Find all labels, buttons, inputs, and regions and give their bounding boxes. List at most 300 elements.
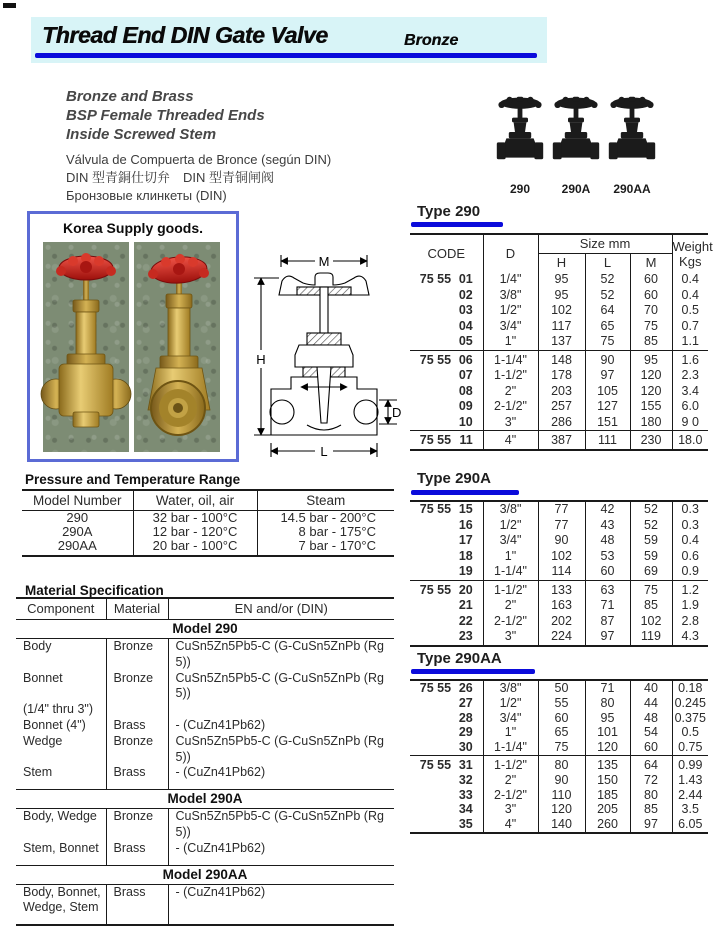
- h-cell: 75: [538, 740, 585, 755]
- d-cell: 4": [483, 431, 538, 450]
- weight-cell: 6.05: [672, 817, 708, 833]
- size-row: [410, 680, 708, 696]
- code-suffix: 03: [458, 303, 473, 317]
- en-cell: - (CuZn41Pb62): [168, 841, 394, 865]
- type290a-underline: [411, 490, 519, 495]
- l-cell: 87: [585, 614, 630, 630]
- m-cell: 44: [630, 696, 672, 711]
- spec-band-290aa: [16, 865, 394, 884]
- material-cell: Bronze: [106, 734, 168, 766]
- weight-cell: 1.9: [672, 598, 708, 614]
- code-suffix: 30: [458, 740, 473, 755]
- material-cell: Brass: [106, 841, 168, 865]
- code-cell: [410, 319, 483, 335]
- weight-cell: 3.5: [672, 802, 708, 817]
- weight-cell: 0.18: [672, 680, 708, 696]
- intro-bold-lines: [66, 87, 331, 144]
- h-cell: 257: [538, 399, 585, 415]
- intro-line: Bronze and Brass: [66, 88, 194, 105]
- code-cell: [410, 680, 483, 696]
- intro-line: DIN 型青銅仕切弁 DIN 型青铜闸阀: [66, 170, 275, 185]
- h-cell: 65: [538, 725, 585, 740]
- m-cell: 85: [630, 598, 672, 614]
- page-subtitle: Bronze: [404, 32, 459, 49]
- l-cell: 60: [585, 564, 630, 580]
- l-cell: 52: [585, 288, 630, 304]
- weight-cell: 0.9: [672, 564, 708, 580]
- l-cell: 150: [585, 773, 630, 788]
- type290aa-table: [410, 679, 708, 834]
- en-cell: - (CuZn41Pb62): [168, 765, 394, 789]
- h-cell: 120: [538, 802, 585, 817]
- code-cell: [410, 725, 483, 740]
- weight-cell: 0.5: [672, 303, 708, 319]
- code-cell: [410, 549, 483, 565]
- m-cell: 180: [630, 415, 672, 431]
- weight-cell: 0.5: [672, 725, 708, 740]
- water-cell: 12 bar - 120°C: [133, 525, 257, 539]
- valve-photo-angled: [134, 242, 220, 452]
- l-cell: 43: [585, 518, 630, 534]
- l-cell: 97: [585, 629, 630, 646]
- m-cell: 120: [630, 368, 672, 384]
- size-row: [410, 501, 708, 518]
- h-cell: 95: [538, 272, 585, 288]
- h-cell: 117: [538, 319, 585, 335]
- valve-thumbnail: [550, 93, 602, 196]
- m-cell: 54: [630, 725, 672, 740]
- l-cell: 53: [585, 549, 630, 565]
- code-suffix: 07: [458, 368, 473, 382]
- intro-plain-lines: [66, 151, 331, 205]
- size-row: [410, 334, 708, 350]
- water-cell: 32 bar - 100°C: [133, 511, 257, 525]
- l-cell: 105: [585, 384, 630, 400]
- h-cell: 178: [538, 368, 585, 384]
- size-row: [410, 788, 708, 803]
- h-cell: 110: [538, 788, 585, 803]
- page-header-banner: [31, 17, 547, 63]
- type290-table-body: [410, 272, 708, 450]
- size-row: [410, 518, 708, 534]
- code-cell: [410, 384, 483, 400]
- h-cell: 77: [538, 518, 585, 534]
- col-steam: Steam: [257, 490, 394, 511]
- pt-table-header: [22, 490, 394, 511]
- size-row: [410, 368, 708, 384]
- type290-table-header: [410, 234, 713, 272]
- weight-cell: 1.1: [672, 334, 708, 350]
- m-cell: 70: [630, 303, 672, 319]
- size-row: [410, 384, 708, 400]
- l-cell: 95: [585, 711, 630, 726]
- size-row: [410, 549, 708, 565]
- code-cell: [410, 288, 483, 304]
- weight-cell: 1.6: [672, 350, 708, 368]
- d-cell: 1-1/4": [483, 740, 538, 755]
- type290a-heading: Type 290A: [417, 470, 491, 487]
- intro-text: [66, 87, 331, 205]
- d-cell: 1/4": [483, 272, 538, 288]
- weight-cell: 0.7: [672, 319, 708, 335]
- code-suffix: 23: [458, 629, 473, 643]
- size-row: [410, 598, 708, 614]
- l-cell: 63: [585, 580, 630, 598]
- spec-row: [16, 734, 394, 766]
- size-row: [410, 350, 708, 368]
- m-cell: 230: [630, 431, 672, 450]
- code-suffix: 10: [458, 414, 473, 429]
- code-suffix: 15: [458, 502, 473, 516]
- h-cell: 133: [538, 580, 585, 598]
- d-cell: 1/2": [483, 303, 538, 319]
- component-cell: Body, Wedge: [16, 809, 106, 841]
- col-model-number: Model Number: [22, 490, 133, 511]
- col-component: Component: [16, 598, 106, 620]
- code-cell: [410, 334, 483, 350]
- code-cell: [410, 272, 483, 288]
- h-cell: 102: [538, 303, 585, 319]
- pt-heading: Pressure and Temperature Range: [25, 472, 241, 487]
- code-cell: [410, 614, 483, 630]
- model-cell: 290AA: [22, 539, 133, 557]
- intro-line: Inside Screwed Stem: [66, 126, 217, 143]
- h-cell: 387: [538, 431, 585, 450]
- m-cell: 64: [630, 755, 672, 772]
- m-cell: 119: [630, 629, 672, 646]
- d-cell: 1-1/4": [483, 350, 538, 368]
- size-row: [410, 696, 708, 711]
- m-cell: 72: [630, 773, 672, 788]
- code-suffix: 33: [458, 787, 473, 802]
- component-cell: Wedge, Stem: [16, 900, 106, 925]
- code-cell: [410, 629, 483, 646]
- d-cell: 1": [483, 549, 538, 565]
- d-cell: 3/4": [483, 711, 538, 726]
- code-cell: [410, 501, 483, 518]
- l-cell: 71: [585, 680, 630, 696]
- size-row: [410, 564, 708, 580]
- d-cell: 3/8": [483, 288, 538, 304]
- weight-cell: 2.8: [672, 614, 708, 630]
- code-cell: [410, 802, 483, 817]
- d-cell: 2": [483, 384, 538, 400]
- code-cell: [410, 696, 483, 711]
- code-suffix: 21: [458, 598, 473, 612]
- m-cell: 48: [630, 711, 672, 726]
- dim-label-m: M: [318, 254, 330, 269]
- gate-valve-icon: [608, 93, 656, 179]
- h-cell: 50: [538, 680, 585, 696]
- l-cell: 48: [585, 533, 630, 549]
- d-cell: 3": [483, 415, 538, 431]
- page-title: Thread End DIN Gate Valve: [42, 22, 328, 48]
- code-cell: [410, 755, 483, 772]
- thumbnail-label: 290: [509, 182, 531, 196]
- code-cell: [410, 740, 483, 755]
- component-cell: Wedge: [16, 734, 106, 766]
- photo-box: [27, 211, 239, 462]
- spec-band-290a: [16, 790, 394, 809]
- spec-row: [16, 765, 394, 789]
- weight-cell: 0.75: [672, 740, 708, 755]
- code-cell: [410, 303, 483, 319]
- model-band-label: Model 290AA: [16, 865, 394, 884]
- m-cell: 85: [630, 334, 672, 350]
- type290a-table-body: [410, 501, 708, 646]
- weight-cell: 0.6: [672, 549, 708, 565]
- model-cell: 290A: [22, 525, 133, 539]
- d-cell: 3": [483, 802, 538, 817]
- type290-heading: Type 290: [417, 203, 481, 220]
- weight-cell: 2.3: [672, 368, 708, 384]
- bronze-valve-front-icon: [43, 242, 129, 452]
- code-cell: [410, 431, 483, 450]
- col-h: H: [538, 254, 585, 273]
- material-cell: Bronze: [106, 639, 168, 671]
- d-cell: 1/2": [483, 518, 538, 534]
- en-cell: [168, 900, 394, 925]
- d-cell: 4": [483, 817, 538, 833]
- code-prefix: 75 55: [419, 681, 452, 695]
- m-cell: 97: [630, 817, 672, 833]
- size-row: [410, 614, 708, 630]
- col-l: L: [585, 254, 630, 273]
- l-cell: 90: [585, 350, 630, 368]
- m-cell: 75: [630, 580, 672, 598]
- size-row: [410, 755, 708, 772]
- size-row: [410, 288, 708, 304]
- weight-cell: 0.375: [672, 711, 708, 726]
- h-cell: 60: [538, 711, 585, 726]
- m-cell: 102: [630, 614, 672, 630]
- l-cell: 101: [585, 725, 630, 740]
- size-row: [410, 802, 708, 817]
- gate-valve-icon: [552, 93, 600, 179]
- h-cell: 203: [538, 384, 585, 400]
- h-cell: 114: [538, 564, 585, 580]
- d-cell: 1": [483, 334, 538, 350]
- valve-photo-front: [43, 242, 129, 452]
- weight-cell: 0.245: [672, 696, 708, 711]
- pt-table-body: [22, 511, 394, 557]
- m-cell: 52: [630, 518, 672, 534]
- bronze-valve-angled-icon: [134, 242, 220, 452]
- code-suffix: 28: [458, 710, 473, 725]
- component-cell: Bonnet: [16, 671, 106, 703]
- m-cell: 60: [630, 288, 672, 304]
- material-spec-table: [16, 597, 394, 926]
- en-cell: CuSn5Zn5Pb5-C (G-CuSn5ZnPb (Rg 5)): [168, 734, 394, 766]
- valve-thumbnails: [494, 93, 658, 196]
- h-cell: 286: [538, 415, 585, 431]
- m-cell: 40: [630, 680, 672, 696]
- steam-cell: 8 bar - 175°C: [257, 525, 394, 539]
- pt-table: [22, 489, 394, 557]
- d-cell: 3/8": [483, 680, 538, 696]
- m-cell: 60: [630, 272, 672, 288]
- size-row: [410, 431, 708, 450]
- weight-cell: 4.3: [672, 629, 708, 646]
- spec-290aa-body: [16, 884, 394, 925]
- spec-heading: Material Specification: [25, 583, 164, 598]
- material-cell: [106, 900, 168, 925]
- en-cell: [168, 702, 394, 718]
- l-cell: 135: [585, 755, 630, 772]
- kgs-label: Kgs: [679, 253, 702, 269]
- h-cell: 95: [538, 288, 585, 304]
- h-cell: 77: [538, 501, 585, 518]
- l-cell: 75: [585, 334, 630, 350]
- spec-band-290: [16, 620, 394, 639]
- m-cell: 95: [630, 350, 672, 368]
- code-cell: [410, 368, 483, 384]
- model-band-label: Model 290A: [16, 790, 394, 809]
- dimension-drawing: [241, 247, 411, 463]
- weight-cell: 0.4: [672, 288, 708, 304]
- spec-row: [16, 671, 394, 703]
- d-cell: 2": [483, 773, 538, 788]
- valve-thumbnail: [606, 93, 658, 196]
- spec-row: [16, 884, 394, 900]
- type290aa-table-body: [410, 680, 708, 833]
- weight-cell: 2.44: [672, 788, 708, 803]
- d-cell: 3": [483, 629, 538, 646]
- l-cell: 127: [585, 399, 630, 415]
- dim-label-l: L: [320, 444, 328, 459]
- model-cell: 290: [22, 511, 133, 525]
- d-cell: 3/4": [483, 319, 538, 335]
- weight-cell: 3.4: [672, 384, 708, 400]
- l-cell: 205: [585, 802, 630, 817]
- code-cell: [410, 773, 483, 788]
- spec-row: [16, 900, 394, 925]
- m-cell: 80: [630, 788, 672, 803]
- component-cell: Stem, Bonnet: [16, 841, 106, 865]
- component-cell: Bonnet (4"): [16, 718, 106, 734]
- code-cell: [410, 415, 483, 431]
- code-prefix: 75 55: [419, 582, 452, 597]
- code-cell: [410, 533, 483, 549]
- d-cell: 2-1/2": [483, 788, 538, 803]
- code-suffix: 26: [458, 681, 473, 695]
- dim-label-d: D: [392, 405, 402, 420]
- size-row: [410, 773, 708, 788]
- weight-label: Weight: [672, 238, 713, 254]
- h-cell: 90: [538, 773, 585, 788]
- code-cell: [410, 711, 483, 726]
- code-prefix: 75 55: [419, 272, 452, 286]
- col-material: Material: [106, 598, 168, 620]
- en-cell: CuSn5Zn5Pb5-C (G-CuSn5ZnPb (Rg 5)): [168, 809, 394, 841]
- weight-cell: 1.2: [672, 580, 708, 598]
- code-suffix: 34: [458, 802, 473, 817]
- code-suffix: 22: [458, 613, 473, 628]
- material-cell: Brass: [106, 765, 168, 789]
- type290aa-underline: [411, 669, 535, 674]
- d-cell: 1-1/2": [483, 580, 538, 598]
- material-cell: [106, 702, 168, 718]
- type290-underline: [411, 222, 503, 227]
- size-row: [410, 303, 708, 319]
- d-cell: 1-1/2": [483, 755, 538, 772]
- size-row: [410, 740, 708, 755]
- code-suffix: 08: [458, 383, 473, 398]
- title-underline: [35, 53, 537, 58]
- code-prefix: 75 55: [419, 757, 452, 772]
- weight-cell: 0.99: [672, 755, 708, 772]
- spec-table-header: [16, 598, 394, 620]
- weight-cell: 0.3: [672, 501, 708, 518]
- l-cell: 185: [585, 788, 630, 803]
- col-size-mm: Size mm: [538, 234, 672, 254]
- d-cell: 2": [483, 598, 538, 614]
- code-suffix: 09: [458, 399, 473, 413]
- m-cell: 69: [630, 564, 672, 580]
- scan-corner-mark: [3, 3, 16, 8]
- code-suffix: 17: [458, 533, 473, 547]
- code-prefix: 75 55: [419, 352, 452, 367]
- spec-row: [16, 841, 394, 865]
- code-suffix: 29: [458, 725, 473, 740]
- size-row: [410, 580, 708, 598]
- m-cell: 85: [630, 802, 672, 817]
- l-cell: 71: [585, 598, 630, 614]
- spec-row: [16, 702, 394, 718]
- pt-row: [22, 539, 394, 557]
- h-cell: 90: [538, 533, 585, 549]
- dim-label-h: H: [256, 352, 266, 367]
- l-cell: 80: [585, 696, 630, 711]
- h-cell: 137: [538, 334, 585, 350]
- d-cell: 1-1/4": [483, 564, 538, 580]
- code-suffix: 04: [458, 318, 473, 333]
- size-row: [410, 319, 708, 335]
- intro-line: BSP Female Threaded Ends: [66, 107, 265, 124]
- material-cell: Brass: [106, 718, 168, 734]
- spec-row: [16, 809, 394, 841]
- code-prefix: 75 55: [419, 502, 452, 516]
- size-row: [410, 399, 708, 415]
- weight-cell: 0.4: [672, 272, 708, 288]
- code-prefix: 75 55: [419, 433, 452, 447]
- code-cell: [410, 580, 483, 598]
- code-suffix: 19: [458, 564, 473, 578]
- m-cell: 75: [630, 319, 672, 335]
- en-cell: CuSn5Zn5Pb5-C (G-CuSn5ZnPb (Rg 5)): [168, 671, 394, 703]
- spec-row: [16, 718, 394, 734]
- col-m: M: [630, 254, 672, 273]
- type290-table: [410, 233, 713, 451]
- valve-thumbnail: [494, 93, 546, 196]
- pt-row: [22, 511, 394, 525]
- en-cell: - (CuZn41Pb62): [168, 718, 394, 734]
- size-row: [410, 629, 708, 646]
- l-cell: 260: [585, 817, 630, 833]
- h-cell: 55: [538, 696, 585, 711]
- component-cell: Stem: [16, 765, 106, 789]
- water-cell: 20 bar - 100°C: [133, 539, 257, 557]
- l-cell: 64: [585, 303, 630, 319]
- l-cell: 97: [585, 368, 630, 384]
- h-cell: 224: [538, 629, 585, 646]
- weight-cell: 18.0: [672, 431, 708, 450]
- l-cell: 120: [585, 740, 630, 755]
- size-row: [410, 725, 708, 740]
- size-row: [410, 533, 708, 549]
- size-row: [410, 272, 708, 288]
- code-cell: [410, 598, 483, 614]
